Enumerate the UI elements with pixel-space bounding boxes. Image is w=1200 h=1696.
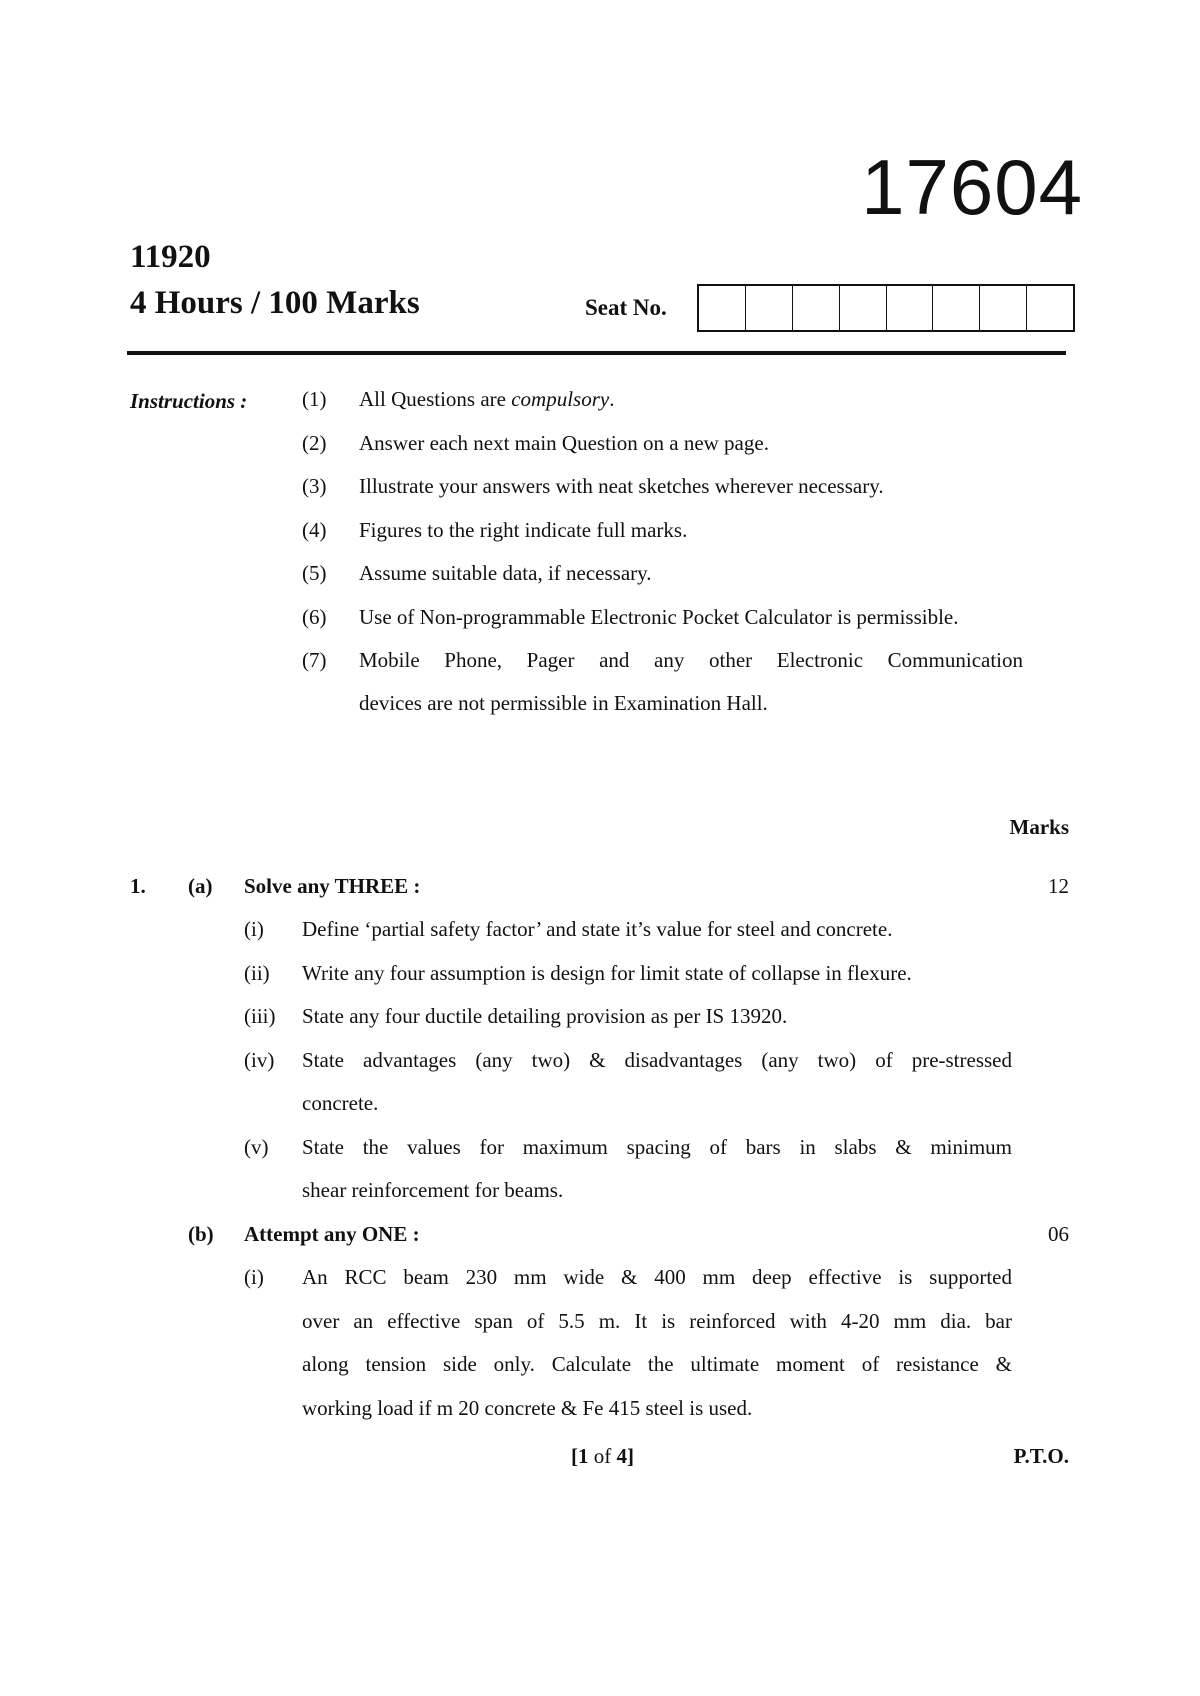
header-divider <box>127 351 1066 355</box>
instruction-text: Mobile Phone, Pager and any other Electronic Communication <box>359 648 1023 672</box>
instruction-text-part: . <box>609 387 615 411</box>
item-text: State the values for maximum spacing of bars in slabs & minimum <box>302 1135 1012 1159</box>
instruction-text: devices are not permissible in Examination Hall. <box>359 691 768 715</box>
instruction-emphasis: compulsory <box>511 387 610 411</box>
seat-number-label: Seat No. <box>585 295 667 320</box>
subquestion-label: (a) <box>188 874 213 898</box>
item-number: (i) <box>244 1265 264 1289</box>
instructions-label: Instructions : <box>130 389 248 413</box>
instruction-number: (5) <box>302 561 327 585</box>
instruction-text: Use of Non-programmable Electronic Pocket Calculator is permissible. <box>359 605 959 629</box>
item-number: (i) <box>244 917 264 941</box>
seat-box[interactable] <box>793 286 840 330</box>
page-number-current: [1 <box>571 1444 589 1468</box>
subquestion-heading: Attempt any ONE : <box>244 1222 420 1246</box>
instruction-text <box>359 389 614 410</box>
please-turn-over: P.T.O. <box>1013 1444 1069 1468</box>
item-text: Write any four assumption is design for limit state of collapse in flexure. <box>302 961 912 985</box>
seat-box[interactable] <box>887 286 934 330</box>
item-number: (v) <box>244 1135 269 1159</box>
seat-box[interactable] <box>840 286 887 330</box>
item-number: (iii) <box>244 1004 276 1028</box>
item-number: (ii) <box>244 961 270 985</box>
seat-box[interactable] <box>746 286 793 330</box>
item-text: State advantages (any two) & disadvantages (any two) of pre-stressed <box>302 1048 1012 1072</box>
subquestion-marks: 12 <box>1048 874 1069 898</box>
duration-marks: 4 Hours / 100 Marks <box>130 285 420 321</box>
item-text: An RCC beam 230 mm wide & 400 mm deep effective is supported <box>302 1265 1012 1289</box>
question-number: 1. <box>130 874 146 898</box>
subquestion-label: (b) <box>188 1222 214 1246</box>
instruction-number: (1) <box>302 387 327 411</box>
seat-box[interactable] <box>1027 286 1073 330</box>
seat-box[interactable] <box>933 286 980 330</box>
instruction-text: Answer each next main Question on a new page. <box>359 431 769 455</box>
seat-box[interactable] <box>980 286 1027 330</box>
item-text: concrete. <box>302 1091 379 1115</box>
instruction-number: (3) <box>302 474 327 498</box>
page-number <box>571 1444 634 1469</box>
instruction-number: (6) <box>302 605 327 629</box>
item-text: State any four ductile detailing provision as per IS 13920. <box>302 1004 788 1028</box>
subquestion-heading: Solve any THREE : <box>244 874 421 898</box>
seat-number-boxes[interactable] <box>697 284 1075 332</box>
item-text: shear reinforcement for beams. <box>302 1178 564 1202</box>
scheme-code: 11920 <box>130 239 211 275</box>
item-text: over an effective span of 5.5 m. It is reinforced with 4-20 mm dia. bar <box>302 1309 1012 1333</box>
instruction-text: Illustrate your answers with neat sketches wherever necessary. <box>359 474 884 498</box>
page-number-of: of <box>588 1444 617 1468</box>
item-text: along tension side only. Calculate the ultimate moment of resistance & <box>302 1352 1012 1376</box>
instruction-text: Assume suitable data, if necessary. <box>359 561 652 585</box>
item-number: (iv) <box>244 1048 275 1072</box>
paper-code: 17604 <box>861 143 1083 231</box>
instruction-number: (7) <box>302 648 327 672</box>
subquestion-marks: 06 <box>1048 1222 1069 1246</box>
page-number-total: 4] <box>616 1444 634 1468</box>
instruction-text: Figures to the right indicate full marks. <box>359 518 688 542</box>
instruction-number: (4) <box>302 518 327 542</box>
instruction-text-part: All Questions are <box>359 387 512 411</box>
item-text: working load if m 20 concrete & Fe 415 steel is used. <box>302 1396 753 1420</box>
seat-box[interactable] <box>699 286 746 330</box>
instruction-number: (2) <box>302 431 327 455</box>
item-text: Define ‘partial safety factor’ and state it’s value for steel and concrete. <box>302 917 893 941</box>
marks-column-header: Marks <box>1009 815 1069 839</box>
